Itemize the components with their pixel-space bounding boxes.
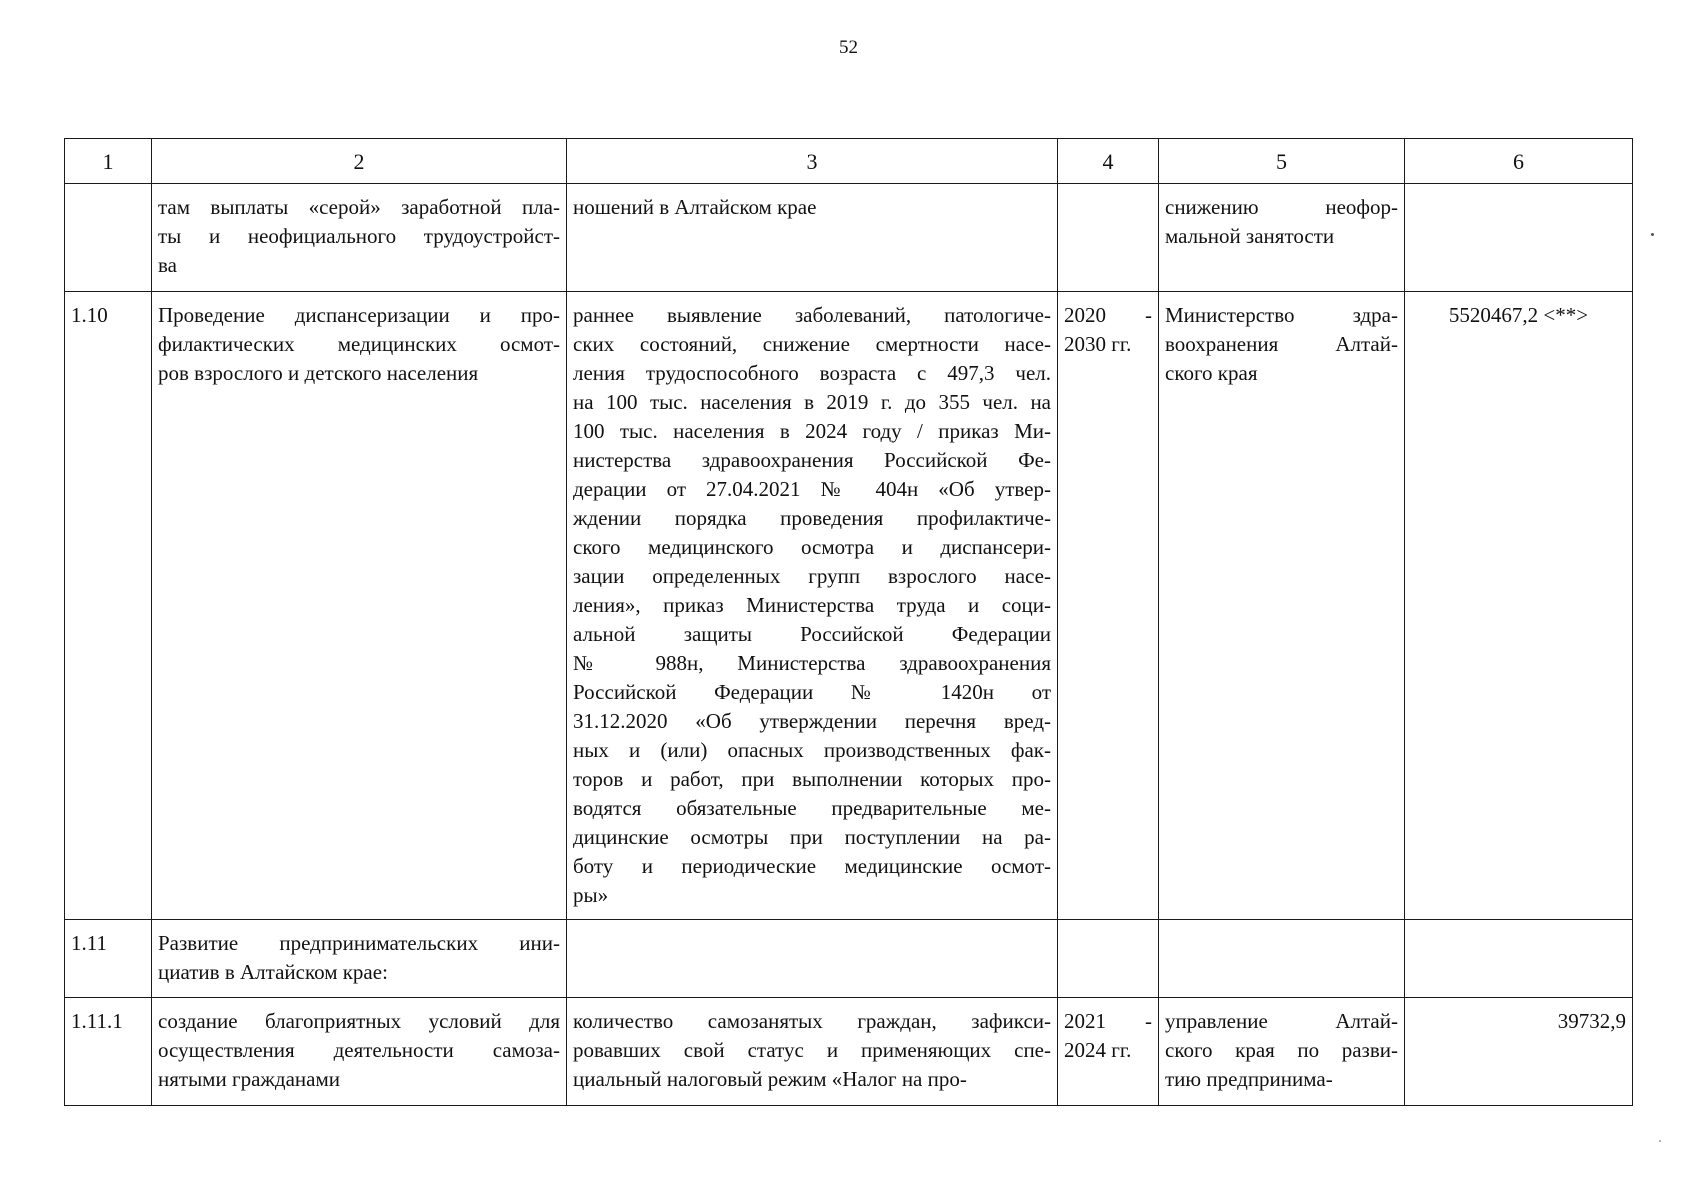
funding-cell: [1405, 184, 1633, 292]
scan-speck: [1651, 233, 1654, 236]
measure-cell: [152, 920, 567, 998]
text-line: Проведение диспансеризации и про-: [158, 303, 560, 327]
result-cell: [567, 920, 1058, 998]
executor-cell: [1159, 920, 1405, 998]
text-line: ского края: [1165, 361, 1258, 385]
text-line: воохранения Алтай-: [1165, 332, 1398, 356]
period-cell: [1058, 292, 1159, 920]
measure-cell: [152, 184, 567, 292]
row-number: [65, 184, 152, 292]
executor-cell: [1159, 292, 1405, 920]
text-line: 2024 гг.: [1064, 1038, 1132, 1062]
header-cell: 2: [152, 139, 567, 184]
text-line: ровавших свой статус и применяющих спе-: [573, 1038, 1051, 1062]
text-line: торов и работ, при выполнении которых про-: [573, 767, 1051, 791]
text-line: ских состояний, снижение смертности насе-: [573, 332, 1051, 356]
text-line: боту и периодические медицинские осмот-: [573, 854, 1051, 878]
document-table: [64, 138, 1633, 1106]
text-line: ров взрослого и детского населения: [158, 361, 479, 385]
result-cell: [567, 292, 1058, 920]
measure-cell: [152, 998, 567, 1106]
text-line: 2021 -: [1064, 1009, 1152, 1033]
text-line: ных и (или) опасных производственных фак-: [573, 738, 1051, 762]
text-line: 2020 -: [1064, 303, 1152, 327]
result-cell: [567, 184, 1058, 292]
executor-cell: [1159, 184, 1405, 292]
text-line: водятся обязательные предварительные ме-: [573, 796, 1051, 820]
header-cell: 3: [567, 139, 1058, 184]
text-line: мальной занятости: [1165, 224, 1335, 248]
text-line: ского края по разви-: [1165, 1038, 1398, 1062]
text-line: филактических медицинских осмот-: [158, 332, 560, 356]
text-line: Российской Федерации № 1420н от: [573, 680, 1051, 704]
row-number: 1.11.1: [65, 998, 152, 1106]
funding-cell: 39732,9: [1405, 998, 1633, 1106]
page-number: 52: [839, 37, 858, 58]
text-line: снижению неофор-: [1165, 195, 1398, 219]
text-line: циатив в Алтайском крае:: [158, 960, 388, 984]
measure-cell: [152, 292, 567, 920]
table-row: [65, 292, 1633, 920]
executor-cell: [1159, 998, 1405, 1106]
row-number: 1.10: [65, 292, 152, 920]
text-line: управление Алтай-: [1165, 1009, 1398, 1033]
text-line: Министерство здра-: [1165, 303, 1398, 327]
text-line: ва: [158, 253, 177, 277]
period-cell: [1058, 184, 1159, 292]
text-line: количество самозанятых граждан, зафикси-: [573, 1009, 1051, 1033]
header-cell: 1: [65, 139, 152, 184]
text-line: альной защиты Российской Федерации: [573, 622, 1051, 646]
text-line: ского медицинского осмотра и диспансери-: [573, 535, 1051, 559]
text-line: нятыми гражданами: [158, 1067, 340, 1091]
text-line: осуществления деятельности самоза-: [158, 1038, 560, 1062]
table-header-row: [65, 139, 1633, 184]
text-line: нистерства здравоохранения Российской Фе-: [573, 448, 1051, 472]
text-line: тию предпринима-: [1165, 1067, 1333, 1091]
text-line: 100 тыс. населения в 2024 году / приказ Ми-: [573, 419, 1051, 443]
text-line: циальный налоговый режим «Налог на про-: [573, 1067, 967, 1091]
header-cell: 5: [1159, 139, 1405, 184]
period-cell: [1058, 920, 1159, 998]
text-line: ждении порядка проведения профилактиче-: [573, 506, 1051, 530]
result-cell: [567, 998, 1058, 1106]
text-line: № 988н, Министерства здравоохранения: [573, 651, 1051, 675]
text-line: ления», приказ Министерства труда и соци-: [573, 593, 1051, 617]
header-cell: 6: [1405, 139, 1633, 184]
text-line: создание благоприятных условий для: [158, 1009, 560, 1033]
text-line: зации определенных групп взрослого насе-: [573, 564, 1051, 588]
text-line: ления трудоспособного возраста с 497,3 чел.: [573, 361, 1051, 385]
text-line: 31.12.2020 «Об утверждении перечня вред-: [573, 709, 1051, 733]
text-line: Развитие предпринимательских ини-: [158, 931, 560, 955]
scan-speck: [1659, 1140, 1661, 1142]
text-line: раннее выявление заболеваний, патологиче-: [573, 303, 1051, 327]
text-line: ты и неофициального трудоустройст-: [158, 224, 560, 248]
text-line: ношений в Алтайском крае: [573, 195, 817, 219]
text-line: ры»: [573, 883, 609, 907]
funding-cell: [1405, 920, 1633, 998]
text-line: там выплаты «серой» заработной пла-: [158, 195, 560, 219]
row-number: 1.11: [65, 920, 152, 998]
funding-cell: 5520467,2 <**>: [1405, 292, 1633, 920]
period-cell: [1058, 998, 1159, 1106]
header-cell: 4: [1058, 139, 1159, 184]
table-row: [65, 920, 1633, 998]
text-line: 2030 гг.: [1064, 332, 1132, 356]
table-row: [65, 184, 1633, 292]
text-line: дицинские осмотры при поступлении на ра-: [573, 825, 1051, 849]
table-row: [65, 998, 1633, 1106]
text-line: дерации от 27.04.2021 № 404н «Об утвер-: [573, 477, 1051, 501]
text-line: на 100 тыс. населения в 2019 г. до 355 чел. на: [573, 390, 1051, 414]
